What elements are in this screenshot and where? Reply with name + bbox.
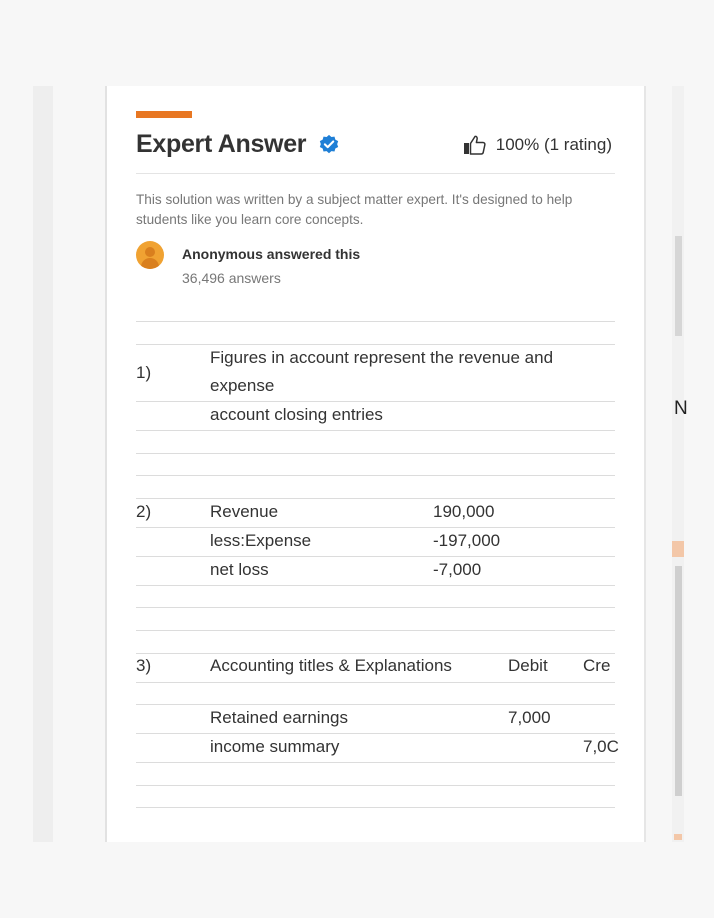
rule-line [136, 585, 615, 586]
rule-line [136, 475, 615, 476]
side-highlight [674, 834, 682, 840]
section-number: 3) [136, 656, 152, 675]
journal-header-titles: Accounting titles & Explanations [210, 656, 452, 675]
right-panel-letter: N [674, 398, 688, 419]
section-number: 1) [136, 363, 152, 382]
rule-line [136, 630, 615, 631]
income-row-value: -7,000 [433, 560, 482, 579]
income-row-label: net loss [210, 560, 269, 579]
verified-badge-icon [318, 134, 340, 156]
section-number: 2) [136, 502, 152, 521]
income-row-value: -197,000 [433, 531, 501, 550]
rule-line [136, 653, 615, 654]
income-row-label: less:Expense [210, 531, 312, 550]
journal-header-debit: Debit [508, 656, 548, 675]
thumbs-up-icon [463, 134, 487, 156]
rule-line [136, 453, 615, 454]
rule-line [136, 762, 615, 763]
section-1-text-line: account closing entries [210, 405, 383, 424]
avatar [136, 241, 164, 269]
header-divider [136, 173, 615, 174]
side-content-strip [675, 566, 682, 796]
income-row-value: 190,000 [433, 502, 495, 521]
rule-line [136, 321, 615, 322]
author-answer-count: 36,496 answers [182, 270, 281, 286]
income-row-label: Revenue [210, 502, 279, 521]
title-row [136, 130, 340, 159]
rule-line [136, 607, 615, 608]
rule-line [136, 498, 615, 499]
journal-row-credit: 7,0C [583, 737, 619, 756]
rule-line [136, 401, 615, 402]
rule-line [136, 430, 615, 431]
right-divider [644, 86, 646, 842]
journal-header-credit: Cre [583, 656, 611, 675]
scrollbar-thumb[interactable] [675, 236, 682, 336]
rule-line [136, 704, 615, 705]
expert-disclaimer: This solution was written by a subject matter expert. It's designed to help students like you learn core concepts. [136, 192, 573, 227]
rule-line [136, 344, 615, 345]
author-name: Anonymous answered this [182, 246, 361, 262]
section-1-text-line: expense [210, 376, 275, 395]
rating-text: 100% (1 rating) [495, 135, 612, 154]
accent-bar [136, 111, 192, 118]
journal-row-debit: 7,000 [508, 708, 551, 727]
rule-line [136, 682, 615, 683]
rule-line [136, 785, 615, 786]
left-gutter [33, 86, 53, 842]
journal-row-title: Retained earnings [210, 708, 348, 727]
page-title: Expert Answer [136, 130, 307, 158]
rule-line [136, 527, 615, 528]
rule-line [136, 807, 615, 808]
section-1-text-line: Figures in account represent the revenue and [210, 348, 554, 367]
rating-button[interactable] [463, 134, 612, 156]
side-highlight [672, 541, 684, 557]
rule-line [136, 556, 615, 557]
right-side-panel [672, 86, 684, 842]
journal-row-title: income summary [210, 737, 340, 756]
expert-answer-card [107, 86, 644, 842]
rule-line [136, 733, 615, 734]
